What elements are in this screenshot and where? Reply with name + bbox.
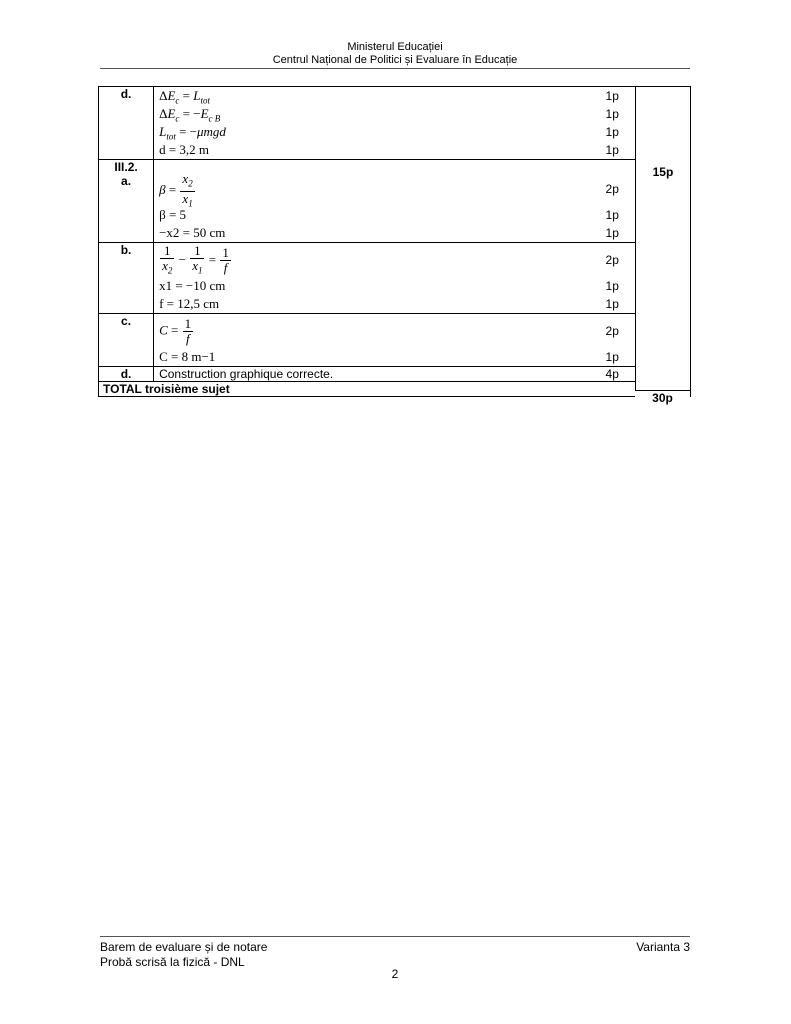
page-number: 2 [391, 967, 399, 981]
points: 1p [605, 89, 619, 103]
item-label: d. [99, 367, 154, 382]
list-item [154, 123, 635, 141]
points: 2p [605, 182, 619, 196]
header-center: Centrul Național de Politici și Evaluare în Educație [272, 54, 518, 66]
grand-total-value: 30p [635, 391, 690, 405]
table-row [99, 314, 691, 367]
section-total-value: 15p [652, 165, 674, 179]
list-item [154, 105, 635, 123]
points: 1p [605, 107, 619, 121]
item-content [154, 243, 636, 314]
item-label [99, 160, 154, 243]
header-ministry: Ministerul Educației [347, 41, 443, 53]
formula: $\frac{1}{x_2}$ − $\frac{1}{x_1}$ = $\frac{1}{f}$ [162, 243, 229, 276]
points: 1p [605, 125, 619, 139]
points: 1p [605, 226, 619, 240]
list-item [154, 314, 635, 348]
points: 1p [605, 279, 619, 293]
formula: C = $\frac{1}{f}$ [159, 316, 192, 347]
item-content [154, 87, 636, 160]
list-item [154, 367, 635, 381]
criterion-text: Construction graphique correcte. [159, 367, 334, 381]
points: 2p [605, 324, 619, 338]
list-item [154, 224, 635, 242]
table-row [99, 160, 691, 243]
list-item [154, 277, 635, 295]
footer-variant: Varianta 3 [636, 940, 690, 954]
subitem-label: a. [121, 174, 132, 188]
grading-table [98, 86, 691, 397]
formula: $L_{tot} = -\mu mgd$ [159, 124, 226, 142]
points: 2p [605, 253, 619, 267]
points: 4p [605, 367, 619, 381]
points: 1p [605, 208, 619, 222]
item-label: b. [99, 243, 154, 314]
item-content [154, 160, 636, 243]
table-row [99, 87, 691, 160]
grand-total-label: TOTAL troisième sujet [99, 382, 636, 397]
item-content [154, 314, 636, 367]
list-item [154, 348, 635, 366]
total-divider [635, 390, 691, 391]
footer-divider [100, 936, 690, 937]
formula: $\Delta E_c = L_{tot}$ [159, 88, 210, 106]
formula: C = 8 m−1 [159, 349, 216, 364]
points: 1p [605, 350, 619, 364]
formula: −x2 = 50 cm [159, 225, 226, 240]
section-total [635, 87, 690, 397]
header-divider [100, 68, 690, 69]
list-item [154, 171, 635, 209]
formula: f = 12,5 cm [159, 296, 220, 311]
formula: $\Delta E_c = -E_{c B}$ [159, 106, 221, 124]
item-label: d. [99, 87, 154, 160]
list-item [154, 141, 635, 159]
footer-subject: Probă scrisă la fizică - DNL [100, 955, 245, 969]
points: 1p [605, 143, 619, 157]
table-row [99, 243, 691, 314]
section-label: III.2. [114, 160, 138, 174]
page-header [100, 41, 690, 67]
list-item [154, 87, 635, 105]
list-item [154, 243, 635, 277]
formula: β = 5 [159, 207, 187, 222]
item-content [154, 367, 636, 382]
list-item [154, 295, 635, 313]
formula: x1 = −10 cm [159, 278, 226, 293]
points: 1p [605, 297, 619, 311]
formula: d = 3,2 m [159, 142, 210, 157]
footer-title: Barem de evaluare și de notare [100, 940, 268, 954]
formula: β = $\frac{x_2}{x_1}$ [159, 171, 193, 209]
item-label: c. [99, 314, 154, 367]
footer-info [100, 940, 267, 970]
table-row [99, 382, 691, 397]
list-item [154, 206, 635, 224]
table-row [99, 367, 691, 382]
